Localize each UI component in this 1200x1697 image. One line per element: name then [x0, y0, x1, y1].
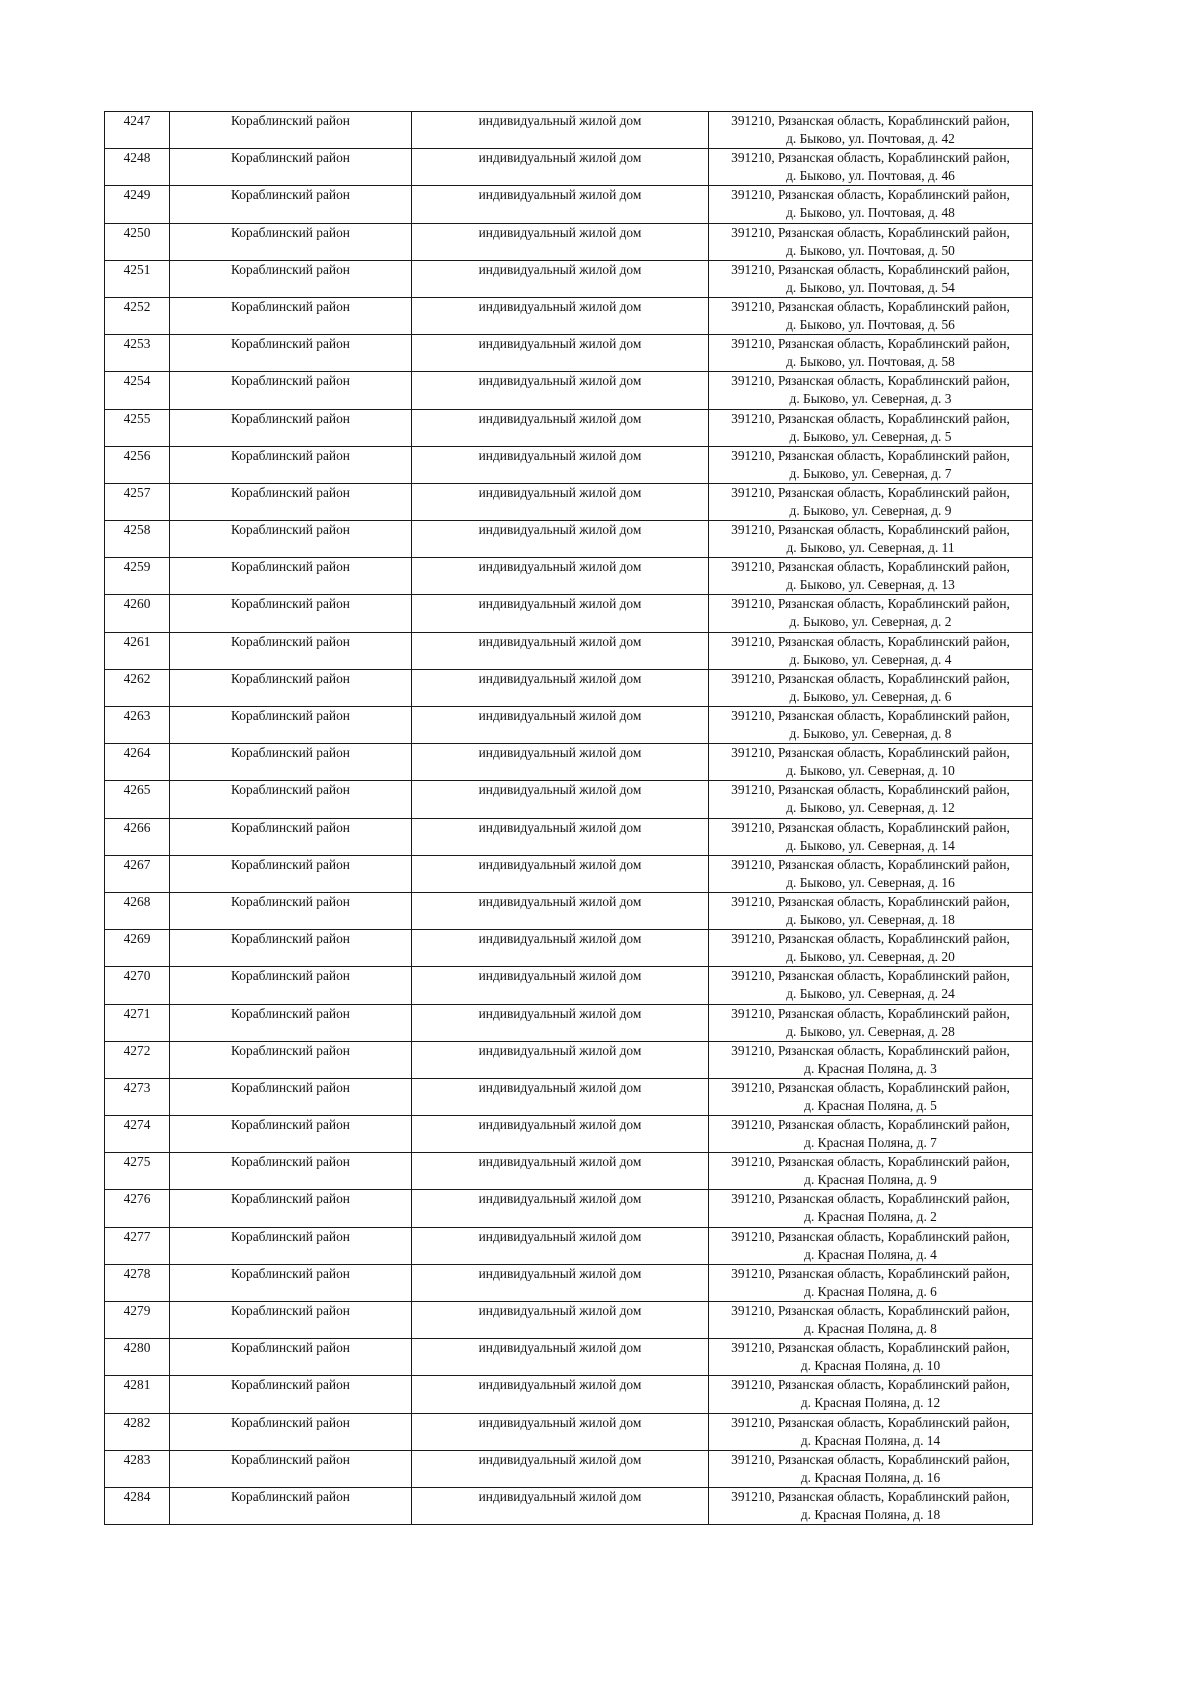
district-cell: Кораблинский район	[170, 521, 412, 558]
row-number-cell: 4256	[105, 446, 170, 483]
table-row	[105, 297, 1033, 334]
table-row	[105, 669, 1033, 706]
address-cell	[709, 967, 1033, 1004]
object-type-cell: индивидуальный жилой дом	[412, 1450, 709, 1487]
row-number-cell: 4261	[105, 632, 170, 669]
row-number-cell: 4273	[105, 1078, 170, 1115]
table-row	[105, 558, 1033, 595]
row-number-cell: 4277	[105, 1227, 170, 1264]
district-cell: Кораблинский район	[170, 818, 412, 855]
table-row	[105, 1450, 1033, 1487]
address-cell	[709, 1227, 1033, 1264]
address-cell	[709, 1487, 1033, 1524]
address-line-region: 391210, Рязанская область, Кораблинский район,	[731, 633, 1010, 649]
address-line-street: д. Быково, ул. Почтовая, д. 46	[786, 168, 955, 184]
address-line-region: 391210, Рязанская область, Кораблинский район,	[731, 484, 1010, 500]
address-line-street: д. Быково, ул. Северная, д. 8	[789, 726, 952, 741]
object-type-cell: индивидуальный жилой дом	[412, 930, 709, 967]
district-cell: Кораблинский район	[170, 1302, 412, 1339]
address-line-region: 391210, Рязанская область, Кораблинский район,	[731, 187, 1010, 203]
row-number-cell: 4247	[105, 112, 170, 149]
address-line-region: 391210, Рязанская область, Кораблинский район,	[731, 1191, 1010, 1207]
object-type-cell: индивидуальный жилой дом	[412, 1487, 709, 1524]
address-line-street: д. Красная Поляна, д. 4	[804, 1246, 937, 1262]
object-type-cell: индивидуальный жилой дом	[412, 892, 709, 929]
table-row	[105, 1487, 1033, 1524]
row-number-cell: 4283	[105, 1450, 170, 1487]
district-cell: Кораблинский район	[170, 1413, 412, 1450]
address-line-region: 391210, Рязанская область, Кораблинский район,	[731, 1414, 1010, 1430]
district-cell: Кораблинский район	[170, 1264, 412, 1301]
row-number-cell: 4284	[105, 1487, 170, 1524]
object-type-cell: индивидуальный жилой дом	[412, 855, 709, 892]
address-line-region: 391210, Рязанская область, Кораблинский район,	[731, 150, 1010, 166]
address-line-street: д. Быково, ул. Северная, д. 16	[786, 874, 955, 890]
address-line-region: 391210, Рязанская область, Кораблинский район,	[731, 1228, 1010, 1244]
address-line-region: 391210, Рязанская область, Кораблинский район,	[731, 708, 1010, 723]
district-cell: Кораблинский район	[170, 1450, 412, 1487]
address-cell	[709, 446, 1033, 483]
table-row	[105, 1004, 1033, 1041]
object-type-cell: индивидуальный жилой дом	[412, 595, 709, 632]
district-cell: Кораблинский район	[170, 149, 412, 186]
address-line-region: 391210, Рязанская область, Кораблинский район,	[731, 1303, 1010, 1318]
row-number-cell: 4271	[105, 1004, 170, 1041]
address-line-street: д. Быково, ул. Почтовая, д. 48	[786, 205, 955, 221]
address-cell	[709, 1450, 1033, 1487]
district-cell: Кораблинский район	[170, 260, 412, 297]
address-line-region: 391210, Рязанская область, Кораблинский район,	[731, 1117, 1010, 1133]
table-row	[105, 781, 1033, 818]
object-type-cell: индивидуальный жилой дом	[412, 1227, 709, 1264]
district-cell: Кораблинский район	[170, 744, 412, 781]
row-number-cell: 4275	[105, 1153, 170, 1190]
table-row	[105, 930, 1033, 967]
address-cell	[709, 335, 1033, 372]
table-row	[105, 409, 1033, 446]
address-line-street: д. Красная Поляна, д. 16	[800, 1469, 941, 1485]
registry-table	[104, 111, 1033, 1525]
address-line-region: 391210, Рязанская область, Кораблинский район,	[731, 1377, 1010, 1393]
table-row	[105, 372, 1033, 409]
object-type-cell: индивидуальный жилой дом	[412, 1004, 709, 1041]
object-type-cell: индивидуальный жилой дом	[412, 483, 709, 520]
object-type-cell: индивидуальный жилой дом	[412, 632, 709, 669]
address-line-street: д. Быково, ул. Северная, д. 20	[786, 949, 955, 965]
address-line-region: 391210, Рязанская область, Кораблинский район,	[731, 1042, 1010, 1058]
address-cell	[709, 595, 1033, 632]
address-line-region: 391210, Рязанская область, Кораблинский район,	[731, 893, 1010, 909]
address-line-region: 391210, Рязанская область, Кораблинский район,	[731, 447, 1010, 463]
table-row	[105, 744, 1033, 781]
address-line-region: 391210, Рязанская область, Кораблинский район,	[731, 782, 1010, 798]
object-type-cell: индивидуальный жилой дом	[412, 781, 709, 818]
row-number-cell: 4264	[105, 744, 170, 781]
row-number-cell: 4248	[105, 149, 170, 186]
district-cell: Кораблинский район	[170, 335, 412, 372]
object-type-cell: индивидуальный жилой дом	[412, 1190, 709, 1227]
address-cell	[709, 1078, 1033, 1115]
object-type-cell: индивидуальный жилой дом	[412, 1413, 709, 1450]
table-row	[105, 1041, 1033, 1078]
district-cell: Кораблинский район	[170, 632, 412, 669]
address-cell	[709, 818, 1033, 855]
address-cell	[709, 558, 1033, 595]
address-line-region: 391210, Рязанская область, Кораблинский район,	[731, 298, 1010, 314]
address-cell	[709, 930, 1033, 967]
object-type-cell: индивидуальный жилой дом	[412, 1078, 709, 1115]
district-cell: Кораблинский район	[170, 372, 412, 409]
address-cell	[709, 744, 1033, 781]
district-cell: Кораблинский район	[170, 707, 412, 744]
address-cell	[709, 297, 1033, 334]
address-line-street: д. Быково, ул. Северная, д. 28	[786, 1023, 955, 1039]
table-row	[105, 112, 1033, 149]
district-cell: Кораблинский район	[170, 669, 412, 706]
address-line-street: д. Быково, ул. Северная, д. 18	[786, 911, 955, 927]
district-cell: Кораблинский район	[170, 1153, 412, 1190]
district-cell: Кораблинский район	[170, 409, 412, 446]
table-row	[105, 1227, 1033, 1264]
address-line-street: д. Быково, ул. Северная, д. 9	[789, 502, 952, 518]
address-line-street: д. Быково, ул. Северная, д. 6	[789, 688, 952, 704]
district-cell: Кораблинский район	[170, 112, 412, 149]
object-type-cell: индивидуальный жилой дом	[412, 1116, 709, 1153]
address-cell	[709, 781, 1033, 818]
address-line-street: д. Красная Поляна, д. 2	[804, 1209, 937, 1225]
address-line-region: 391210, Рязанская область, Кораблинский район,	[731, 856, 1010, 872]
row-number-cell: 4251	[105, 260, 170, 297]
row-number-cell: 4266	[105, 818, 170, 855]
table-row	[105, 223, 1033, 260]
table-row	[105, 707, 1033, 744]
object-type-cell: индивидуальный жилой дом	[412, 521, 709, 558]
address-cell	[709, 1264, 1033, 1301]
address-cell	[709, 1376, 1033, 1413]
address-line-street: д. Красная Поляна, д. 14	[800, 1432, 941, 1448]
address-cell	[709, 260, 1033, 297]
address-line-street: д. Быково, ул. Северная, д. 14	[786, 837, 955, 853]
row-number-cell: 4282	[105, 1413, 170, 1450]
address-line-region: 391210, Рязанская область, Кораблинский район,	[731, 1340, 1010, 1356]
address-cell	[709, 1339, 1033, 1376]
object-type-cell: индивидуальный жилой дом	[412, 1153, 709, 1190]
row-number-cell: 4249	[105, 186, 170, 223]
table-row	[105, 149, 1033, 186]
table-row	[105, 1302, 1033, 1339]
row-number-cell: 4276	[105, 1190, 170, 1227]
address-line-street: д. Красная Поляна, д. 10	[800, 1358, 941, 1374]
object-type-cell: индивидуальный жилой дом	[412, 967, 709, 1004]
address-line-street: д. Быково, ул. Северная, д. 5	[789, 428, 952, 444]
address-line-street: д. Быково, ул. Почтовая, д. 56	[786, 316, 955, 332]
district-cell: Кораблинский район	[170, 483, 412, 520]
address-cell	[709, 149, 1033, 186]
table-row	[105, 483, 1033, 520]
address-cell	[709, 1041, 1033, 1078]
address-cell	[709, 1190, 1033, 1227]
row-number-cell: 4280	[105, 1339, 170, 1376]
row-number-cell: 4270	[105, 967, 170, 1004]
object-type-cell: индивидуальный жилой дом	[412, 1376, 709, 1413]
address-line-region: 391210, Рязанская область, Кораблинский район,	[731, 1265, 1010, 1281]
row-number-cell: 4267	[105, 855, 170, 892]
address-cell	[709, 1004, 1033, 1041]
object-type-cell: индивидуальный жилой дом	[412, 409, 709, 446]
table-row	[105, 1264, 1033, 1301]
table-row	[105, 1153, 1033, 1190]
district-cell: Кораблинский район	[170, 595, 412, 632]
object-type-cell: индивидуальный жилой дом	[412, 186, 709, 223]
table-row	[105, 335, 1033, 372]
address-line-street: д. Красная Поляна, д. 8	[804, 1321, 937, 1336]
district-cell: Кораблинский район	[170, 1078, 412, 1115]
address-cell	[709, 632, 1033, 669]
object-type-cell: индивидуальный жилой дом	[412, 112, 709, 149]
table-row	[105, 521, 1033, 558]
row-number-cell: 4260	[105, 595, 170, 632]
object-type-cell: индивидуальный жилой дом	[412, 297, 709, 334]
row-number-cell: 4272	[105, 1041, 170, 1078]
address-line-region: 391210, Рязанская область, Кораблинский район,	[731, 745, 1010, 761]
district-cell: Кораблинский район	[170, 1190, 412, 1227]
district-cell: Кораблинский район	[170, 781, 412, 818]
row-number-cell: 4252	[105, 297, 170, 334]
district-cell: Кораблинский район	[170, 855, 412, 892]
row-number-cell: 4259	[105, 558, 170, 595]
address-line-region: 391210, Рязанская область, Кораблинский район,	[731, 596, 1010, 612]
address-line-region: 391210, Рязанская область, Кораблинский район,	[731, 261, 1010, 277]
row-number-cell: 4250	[105, 223, 170, 260]
district-cell: Кораблинский район	[170, 930, 412, 967]
address-line-region: 391210, Рязанская область, Кораблинский район,	[731, 670, 1010, 686]
address-line-street: д. Быково, ул. Северная, д. 4	[789, 651, 952, 667]
row-number-cell: 4281	[105, 1376, 170, 1413]
address-line-region: 391210, Рязанская область, Кораблинский район,	[731, 1079, 1010, 1095]
address-cell	[709, 223, 1033, 260]
address-line-street: д. Быково, ул. Почтовая, д. 50	[786, 242, 955, 258]
district-cell: Кораблинский район	[170, 297, 412, 334]
row-number-cell: 4258	[105, 521, 170, 558]
row-number-cell: 4262	[105, 669, 170, 706]
table-row	[105, 967, 1033, 1004]
row-number-cell: 4274	[105, 1116, 170, 1153]
address-cell	[709, 892, 1033, 929]
address-line-street: д. Красная Поляна, д. 18	[800, 1506, 941, 1522]
table-row	[105, 1078, 1033, 1115]
address-line-street: д. Быково, ул. Северная, д. 24	[786, 986, 955, 1002]
object-type-cell: индивидуальный жилой дом	[412, 1041, 709, 1078]
table-row	[105, 186, 1033, 223]
district-cell: Кораблинский район	[170, 892, 412, 929]
address-line-region: 391210, Рязанская область, Кораблинский район,	[731, 522, 1010, 538]
address-line-street: д. Быково, ул. Почтовая, д. 54	[786, 279, 955, 295]
address-line-region: 391210, Рязанская область, Кораблинский район,	[731, 1154, 1010, 1170]
object-type-cell: индивидуальный жилой дом	[412, 260, 709, 297]
address-cell	[709, 1413, 1033, 1450]
address-line-region: 391210, Рязанская область, Кораблинский район,	[731, 1451, 1010, 1467]
row-number-cell: 4263	[105, 707, 170, 744]
address-cell	[709, 112, 1033, 149]
address-line-street: д. Быково, ул. Северная, д. 12	[786, 800, 955, 816]
district-cell: Кораблинский район	[170, 1376, 412, 1413]
object-type-cell: индивидуальный жилой дом	[412, 372, 709, 409]
object-type-cell: индивидуальный жилой дом	[412, 149, 709, 186]
object-type-cell: индивидуальный жилой дом	[412, 335, 709, 372]
address-cell	[709, 707, 1033, 744]
address-line-region: 391210, Рязанская область, Кораблинский район,	[731, 1488, 1010, 1504]
address-cell	[709, 855, 1033, 892]
address-line-street: д. Быково, ул. Северная, д. 7	[789, 465, 952, 481]
row-number-cell: 4254	[105, 372, 170, 409]
address-line-street: д. Быково, ул. Северная, д. 11	[786, 540, 955, 556]
address-line-street: д. Быково, ул. Северная, д. 13	[786, 577, 955, 593]
address-line-street: д. Красная Поляна, д. 12	[800, 1395, 941, 1411]
table-row	[105, 595, 1033, 632]
district-cell: Кораблинский район	[170, 186, 412, 223]
address-line-street: д. Красная Поляна, д. 7	[804, 1135, 937, 1151]
address-line-street: д. Быково, ул. Северная, д. 2	[789, 614, 952, 630]
object-type-cell: индивидуальный жилой дом	[412, 1339, 709, 1376]
address-line-region: 391210, Рязанская область, Кораблинский район,	[731, 559, 1010, 575]
address-line-region: 391210, Рязанская область, Кораблинский район,	[731, 113, 1010, 128]
address-line-region: 391210, Рязанская область, Кораблинский район,	[731, 1005, 1010, 1021]
address-cell	[709, 1116, 1033, 1153]
object-type-cell: индивидуальный жилой дом	[412, 1302, 709, 1339]
address-line-street: д. Быково, ул. Почтовая, д. 58	[786, 354, 955, 370]
address-line-street: д. Красная Поляна, д. 5	[804, 1097, 937, 1113]
district-cell: Кораблинский район	[170, 1116, 412, 1153]
address-line-region: 391210, Рязанская область, Кораблинский район,	[731, 224, 1010, 240]
table-row	[105, 632, 1033, 669]
row-number-cell: 4268	[105, 892, 170, 929]
address-cell	[709, 483, 1033, 520]
address-line-street: д. Быково, ул. Северная, д. 3	[789, 391, 952, 407]
row-number-cell: 4279	[105, 1302, 170, 1339]
table-row	[105, 1339, 1033, 1376]
address-line-region: 391210, Рязанская область, Кораблинский район,	[731, 968, 1010, 984]
district-cell: Кораблинский район	[170, 223, 412, 260]
address-line-street: д. Красная Поляна, д. 6	[804, 1283, 937, 1299]
registry-table-body	[105, 112, 1033, 1525]
table-row	[105, 446, 1033, 483]
district-cell: Кораблинский район	[170, 446, 412, 483]
district-cell: Кораблинский район	[170, 1339, 412, 1376]
address-cell	[709, 669, 1033, 706]
table-row	[105, 260, 1033, 297]
address-cell	[709, 186, 1033, 223]
address-line-street: д. Красная Поляна, д. 9	[804, 1172, 937, 1188]
address-line-region: 391210, Рязанская область, Кораблинский район,	[731, 931, 1010, 947]
table-row	[105, 1413, 1033, 1450]
address-line-street: д. Красная Поляна, д. 3	[804, 1060, 937, 1076]
object-type-cell: индивидуальный жилой дом	[412, 744, 709, 781]
row-number-cell: 4255	[105, 409, 170, 446]
object-type-cell: индивидуальный жилой дом	[412, 818, 709, 855]
row-number-cell: 4253	[105, 335, 170, 372]
row-number-cell: 4278	[105, 1264, 170, 1301]
address-cell	[709, 1153, 1033, 1190]
row-number-cell: 4265	[105, 781, 170, 818]
address-cell	[709, 372, 1033, 409]
table-row	[105, 1116, 1033, 1153]
table-row	[105, 892, 1033, 929]
address-line-region: 391210, Рязанская область, Кораблинский район,	[731, 819, 1010, 835]
object-type-cell: индивидуальный жилой дом	[412, 1264, 709, 1301]
district-cell: Кораблинский район	[170, 1041, 412, 1078]
object-type-cell: индивидуальный жилой дом	[412, 558, 709, 595]
object-type-cell: индивидуальный жилой дом	[412, 223, 709, 260]
district-cell: Кораблинский район	[170, 1227, 412, 1264]
row-number-cell: 4257	[105, 483, 170, 520]
address-cell	[709, 1302, 1033, 1339]
address-line-street: д. Быково, ул. Почтовая, д. 42	[786, 131, 955, 146]
district-cell: Кораблинский район	[170, 1004, 412, 1041]
object-type-cell: индивидуальный жилой дом	[412, 669, 709, 706]
table-row	[105, 1376, 1033, 1413]
table-row	[105, 818, 1033, 855]
object-type-cell: индивидуальный жилой дом	[412, 707, 709, 744]
district-cell: Кораблинский район	[170, 1487, 412, 1524]
district-cell: Кораблинский район	[170, 967, 412, 1004]
address-line-region: 391210, Рязанская область, Кораблинский район,	[731, 410, 1010, 426]
address-line-region: 391210, Рязанская область, Кораблинский район,	[731, 373, 1010, 389]
table-row	[105, 855, 1033, 892]
address-line-region: 391210, Рязанская область, Кораблинский район,	[731, 336, 1010, 352]
object-type-cell: индивидуальный жилой дом	[412, 446, 709, 483]
address-line-street: д. Быково, ул. Северная, д. 10	[786, 763, 955, 779]
district-cell: Кораблинский район	[170, 558, 412, 595]
row-number-cell: 4269	[105, 930, 170, 967]
address-cell	[709, 409, 1033, 446]
table-row	[105, 1190, 1033, 1227]
address-cell	[709, 521, 1033, 558]
